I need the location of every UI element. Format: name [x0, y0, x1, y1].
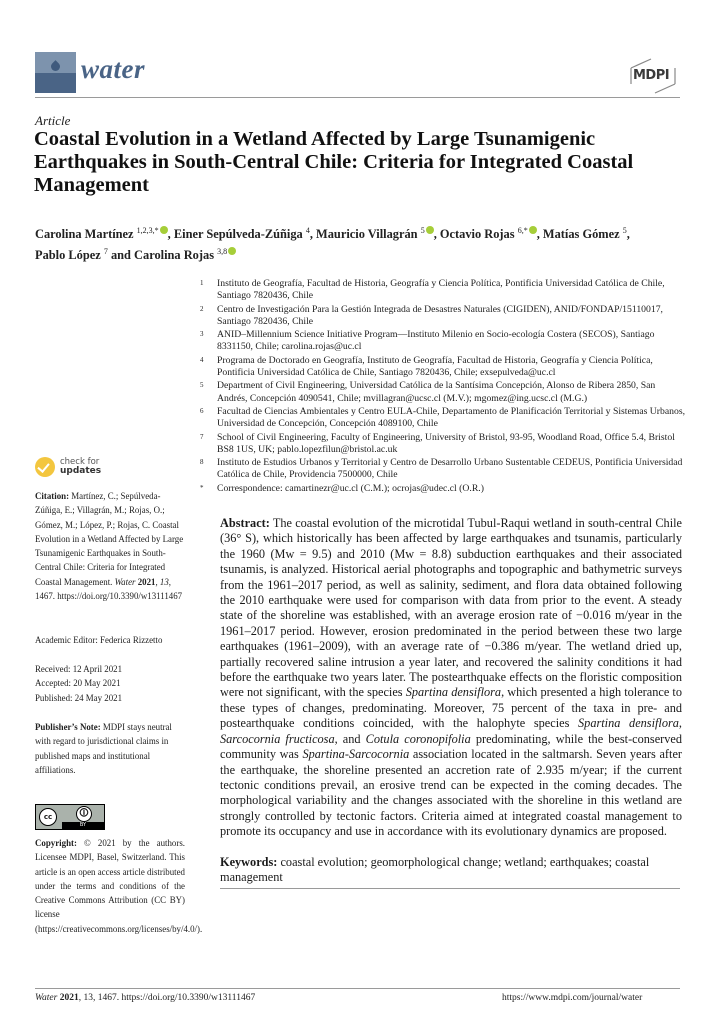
abstract-text-5: predominating, while the best-conserved community was: [220, 731, 683, 762]
footer-doi[interactable]: , 13, 1467. https://doi.org/10.3390/w13111467: [78, 993, 256, 1003]
paper-title: Coastal Evolution in a Wetland Affected by Large Tsunamigenic Earthquakes in South-Central Chile: Criteria for Integrated Coastal Management: [34, 128, 634, 196]
abstract-text-4: , and: [334, 731, 366, 746]
affiliation-text: ANID–Millennium Science Initiative Program—Instituto Milenio en Socio-ecología Costera (SECOS), Santiago 8331150, Chile; carolina.rojas@uc.cl: [217, 329, 655, 353]
attribution-person-icon: 🛈: [76, 806, 92, 822]
footer-divider: [35, 988, 680, 989]
check-updates-label-1: check for: [60, 457, 100, 467]
keywords: [220, 855, 690, 885]
copyright-text: © 2021 by the authors. Licensee MDPI, Basel, Switzerland. This article is an open access article distributed under the terms and conditions of the Creative Commons Attribution (CC BY) license (https://creativecommons.org/licenses/by/4.0/).: [35, 838, 203, 934]
by-label: BY: [62, 822, 104, 829]
species-name: Spartina densiflora: [578, 716, 679, 731]
footer-journal: Water: [35, 993, 58, 1003]
keywords-divider: [220, 888, 680, 889]
abstract-text-2: , which presented a high tolerance to these types of changes, predominating. Moreover, 75 percent of the taxa in pre- and postearthquake conditions coincided, with the halophyte species: [220, 685, 682, 731]
affiliation-number: 3: [200, 330, 204, 339]
author-name: Mauricio Villagrán: [316, 227, 418, 242]
author-affiliation-marker: 1,2,3,*: [136, 226, 159, 235]
orcid-icon[interactable]: [228, 247, 236, 255]
logo-water-band: [35, 73, 76, 93]
affiliation-item: [200, 457, 686, 482]
cc-icon: cc: [39, 808, 57, 826]
author-affiliation-marker: 6,*: [517, 226, 528, 235]
keywords-label: Keywords:: [220, 855, 278, 869]
author-affiliation-marker: 5: [420, 226, 425, 235]
abstract-text-3: ,: [678, 716, 682, 731]
author-affiliation-marker: 7: [103, 247, 108, 257]
affiliation-item: [200, 329, 686, 354]
author-separator: ,: [626, 227, 630, 242]
species-name: Spartina densiflora: [405, 685, 502, 700]
affiliation-number: 8: [200, 458, 204, 467]
author-separator: ,: [536, 227, 543, 242]
author-separator: ,: [309, 227, 317, 242]
received-date: Received: 12 April 2021: [35, 664, 123, 674]
affiliation-text: Centro de Investigación Para la Gestión Integrada de Desastres Naturales (CIGIDEN), ANID/FONDAP/15110017, Santiago 7820436, Chile: [217, 303, 663, 327]
citation-volume: 13: [159, 576, 169, 587]
affiliation-number: 1: [200, 279, 204, 287]
accepted-date: Accepted: 20 May 2021: [35, 678, 121, 688]
academic-editor: Academic Editor: Federica Rizzetto: [35, 635, 163, 645]
affiliation-text: School of Civil Engineering, Faculty of Engineering, University of Bristol, 93-95, Woodland Road, Office 5.4, Bristol BS8 1US, UK; pablo.lopezfilun@bristol.ac.uk: [217, 431, 675, 455]
footer-citation: [35, 993, 255, 1003]
species-name: Spartina-Sarcocornia: [302, 747, 410, 762]
publishers-note-label: Publisher’s Note:: [35, 722, 101, 732]
abstract-text-1: The coastal evolution of the microtidal Tubul-Raqui wetland in south-central Chile (36° S), which historically has been affected by large earthquakes and tsunamis, particularly the 1960 (Mw = 9.5) and 2010 (Mw = 8.8) subduction earthquakes and their associated tsunamis, is analyzed. Historical aerial photographs and topographic and bathymetric surveys from the 1961–2017 period, as well as salinity, sediment, and flora data obtained following the 2010 earthquake were used for comparison with data from prior to the event. A steady state of the shoreline was established, with an average erosion rate of −0.016 m/year in the 1961–2017 period. However, erosion predominated in the period between these two large earthquakes (1961–2009), with an average rate of −0.386 m/year. The wetland dried up, partially recovered saline intrusion a year later, and recovered the salinity conditions it had before the earthquake two years later. The postearthquake effects on the floristic composition were not significant, with the species: [220, 516, 682, 700]
author-separator: ,: [433, 227, 440, 242]
affiliation-number: *: [200, 483, 204, 492]
publishers-note: [35, 720, 185, 777]
affiliation-text: Programa de Doctorado en Geografía, Instituto de Geografía, Facultad de Historia, Geografía y Ciencia Política, Pontificia Universidad Católica de Chile, Santiago 7820436, Chile; exsepulveda@uc.cl: [217, 354, 653, 379]
check-for-updates-button[interactable]: [35, 457, 105, 479]
author-name: Einer Sepúlveda-Zúñiga: [173, 227, 303, 242]
header-divider: [35, 97, 680, 98]
orcid-icon[interactable]: [160, 226, 168, 234]
copyright-label: Copyright:: [35, 838, 77, 848]
author-list: [35, 222, 685, 264]
journal-name: water: [81, 54, 146, 84]
footer-journal-url[interactable]: https://www.mdpi.com/journal/water: [502, 993, 643, 1003]
check-updates-label-2: updates: [60, 466, 102, 476]
publishers-note-text: MDPI stays neutral with regard to jurisdictional claims in published maps and institutional affiliations.: [35, 722, 172, 775]
author-affiliation-marker: 5: [622, 226, 627, 235]
affiliation-item: [200, 304, 686, 329]
affiliation-number: 7: [200, 432, 204, 441]
citation-journal: Water: [114, 576, 136, 587]
orcid-icon[interactable]: [426, 226, 434, 234]
published-date: Published: 24 May 2021: [35, 693, 123, 703]
copyright-notice: [35, 836, 203, 936]
abstract-label: Abstract:: [220, 516, 270, 530]
mdpi-logo: [627, 58, 679, 94]
affiliation-item: [200, 483, 686, 495]
affiliation-text: Department of Civil Engineering, Universidad Católica de la Santísima Concepción, Alonso de Ribera 2850, San Andrés, Concepción 4090541, Chile; mvillagran@ucsc.cl (M.V.); mgomez@ing.ucsc.cl (M.G.): [217, 380, 656, 404]
citation-label: Citation:: [35, 491, 70, 501]
abstract: [220, 516, 682, 840]
affiliation-text: Facultad de Ciencias Ambientales y Centro EULA-Chile, Departamento de Planificación Territorial y Sistemas Urbanos, Universidad de Concepción, Concepción 4089100, Chile: [217, 405, 686, 430]
affiliation-item: [200, 278, 686, 303]
affiliation-text: Instituto de Estudios Urbanos y Territorial y Centro de Desarrollo Urbano Sustentable CEDEUS, Pontificia Universidad Católica de Chile, Providencia 7500000, Chile: [217, 457, 683, 481]
affiliation-item: [200, 432, 686, 457]
author-affiliation-marker: 4: [305, 226, 310, 235]
affiliation-item: [200, 406, 686, 431]
author-name: Octavio Rojas: [439, 227, 515, 242]
citation-text: Martínez, C.; Sepúlveda-Zúñiga, E.; Villagrán, M.; Rojas, O.; Gómez, M.; López, P.; Rojas, C. Coastal Evolution in a Wetland Affected by Large Tsunamigenic Earthquakes in South-Central Chile: Criteria for Integrated Coastal Management.: [35, 491, 184, 587]
affiliation-number: 4: [200, 355, 204, 364]
author-name: Pablo López: [35, 248, 101, 263]
affiliation-text: Instituto de Geografía, Facultad de Historia, Geografía y Ciencia Política, Pontificia Universidad Católica de Chile, Santiago 7820436, Chile: [217, 278, 665, 302]
author-name: Matías Gómez: [542, 227, 620, 242]
citation-article: , 1467.: [35, 576, 171, 602]
mdpi-logo-text: MDPI: [633, 68, 670, 83]
author-separator: ,: [167, 227, 174, 242]
footer-year: 2021: [59, 993, 79, 1003]
citation-doi-link[interactable]: https://doi.org/10.3390/w13111467: [57, 591, 183, 602]
keywords-text: coastal evolution; geomorphological change; wetland; earthquakes; coastal management: [220, 855, 650, 884]
affiliation-item: [200, 380, 686, 405]
species-name: Cotula coronopifolia: [365, 731, 471, 746]
author-affiliation-marker: 3,8: [217, 247, 228, 257]
citation-year: 2021: [137, 576, 156, 587]
affiliation-text: Correspondence: camartinezr@uc.cl (C.M.); ocrojas@udec.cl (O.R.): [217, 482, 484, 494]
author-separator: and: [107, 248, 135, 263]
affiliation-number: 5: [200, 381, 204, 390]
check-updates-icon: [35, 457, 55, 477]
affiliation-number: 2: [200, 304, 204, 313]
affiliations: [200, 278, 686, 496]
water-drop-icon: [49, 60, 62, 73]
affiliation-number: 6: [200, 406, 204, 415]
cc-by-license-badge[interactable]: [35, 804, 105, 830]
journal-logo-icon: [35, 52, 76, 93]
abstract-text-6: association located in the saltmarsh. Seven years after the earthquake, the shoreline presented an accretion rate of 2.935 m/year; if the current tectonic conditions prevail, an erosive trend can be expected in the coming decades. The morphological variability and the changes associated with the shoreline in this wetland are strongly controlled by tectonic factors. Criteria aimed at integrated coastal management to promote its occupancy and use in accordance with its evolutionary dynamics are proposed.: [220, 747, 682, 839]
citation-block: Citation: Martínez, C.; Sepúlveda-Zúñiga, E.; Villagrán, M.; Rojas, O.; Gómez, M.; López, P.; Rojas, C. Coastal Evolution in a Wetland Affected by Large Tsunamigenic Earthquakes in South-Central Chile: Criteria for Integrated Coastal Management. Water 2021, 13, 1467. https://doi.org/10.3390/w13111467: [35, 491, 184, 602]
species-name: Sarcocornia fructicosa: [220, 731, 335, 746]
author-name: Carolina Martínez: [35, 227, 134, 242]
author-name: Carolina Rojas: [134, 248, 215, 263]
orcid-icon[interactable]: [529, 226, 537, 234]
article-type: Article: [35, 113, 71, 128]
affiliation-item: [200, 355, 686, 380]
